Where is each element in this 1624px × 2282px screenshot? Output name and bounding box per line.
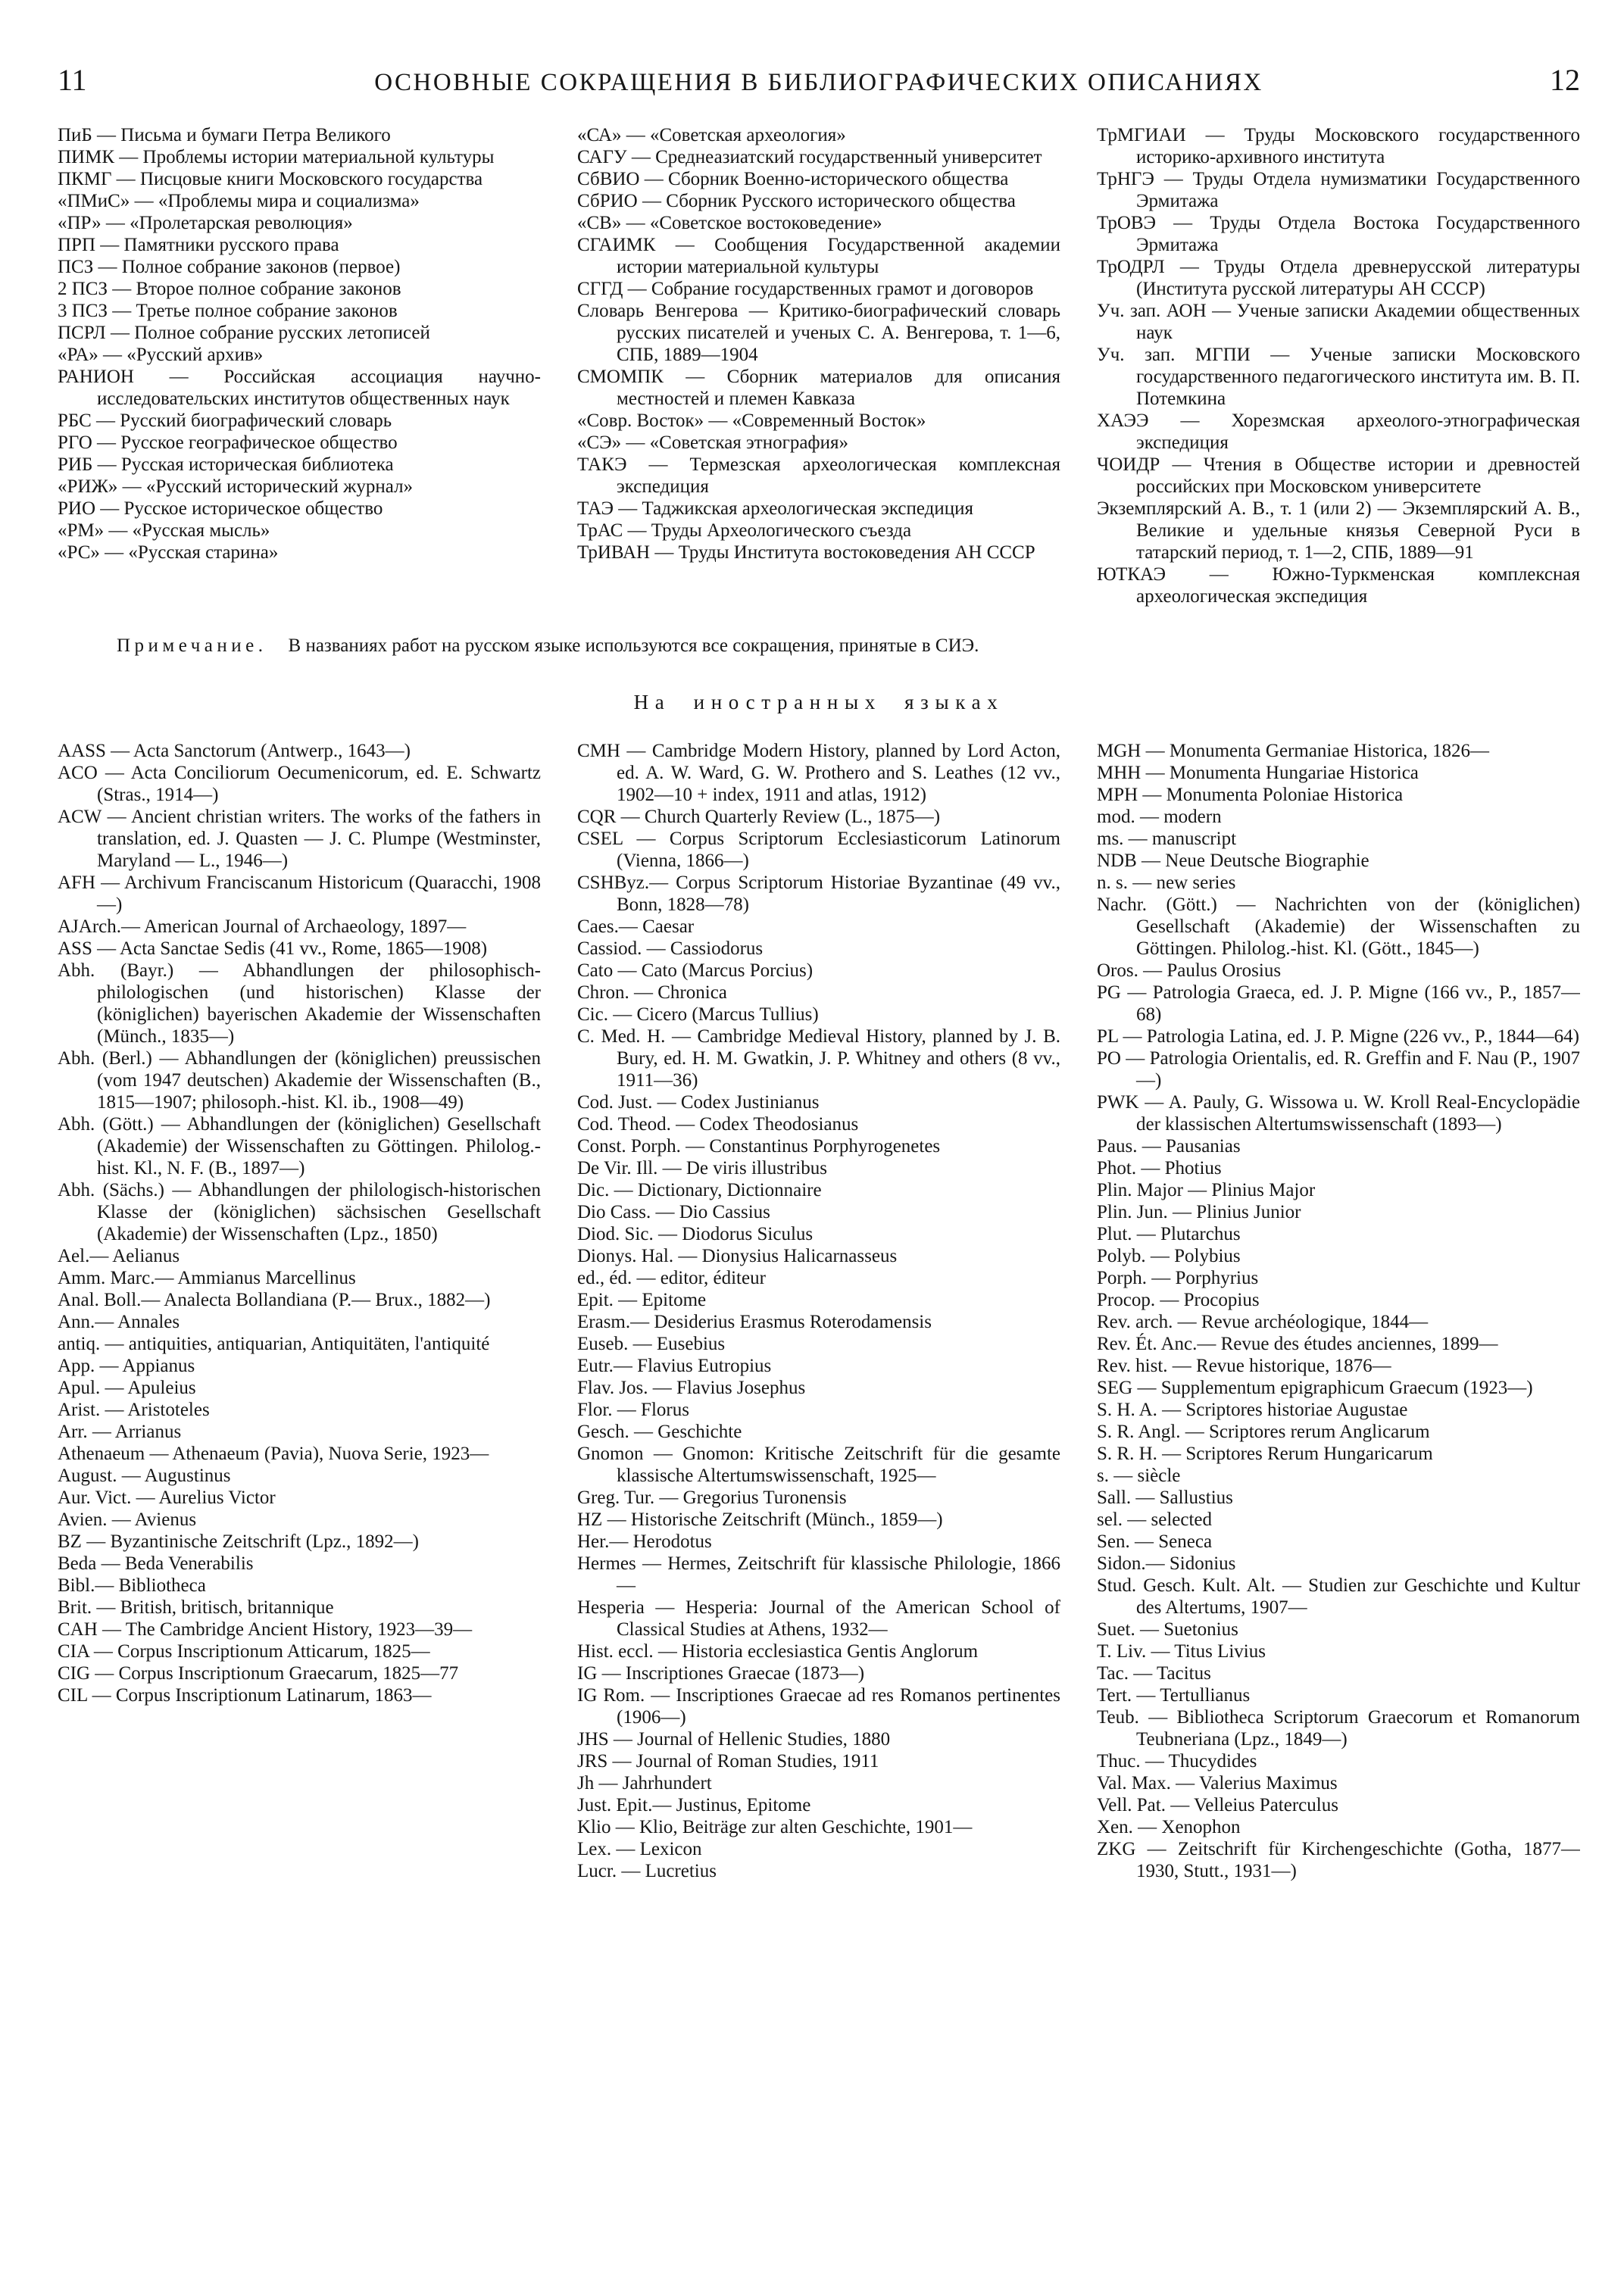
abbreviation-entry: Oros. — Paulus Orosius (1097, 960, 1282, 981)
abbreviation-entry: ed., éd. — editor, éditeur (577, 1268, 766, 1288)
abbreviation-entry: ТрНГЭ — Труды Отдела нумизматики Государственного Эрмитажа (1097, 169, 1580, 211)
russian-abbreviations-column-1 (58, 124, 541, 607)
abbreviation-entry: ТрОВЭ — Труды Отдела Востока Государственного Эрмитажа (1097, 213, 1580, 255)
abbreviation-entry: sel. — selected (1097, 1509, 1213, 1530)
abbreviation-entry: «РМ» — «Русская мысль» (58, 520, 270, 541)
abbreviation-entry: ACW — Ancient christian writers. The works of the fathers in translation, ed. J. Quasten — J. C. Plumpe (Westminster, Maryland — L., 1946—) (58, 807, 541, 871)
abbreviation-entry: ХАЭЭ — Хорезмская археолого-этнографическая экспедиция (1097, 411, 1580, 453)
abbreviation-entry: CQR — Church Quarterly Review (L., 1875—) (577, 807, 941, 827)
abbreviation-entry: Eutr.— Flavius Eutropius (577, 1356, 772, 1376)
abbreviation-entry: Sen. — Seneca (1097, 1531, 1213, 1552)
abbreviation-entry: PG — Patrologia Graeca, ed. J. P. Migne (166 vv., P., 1857—68) (1097, 982, 1580, 1025)
abbreviation-entry: Just. Epit.— Justinus, Epitome (577, 1795, 811, 1815)
russian-abbreviations-column-3 (1097, 124, 1580, 607)
abbreviation-entry: «СВ» — «Советское востоковедение» (577, 213, 882, 233)
abbreviation-entry: «СА» — «Советская археология» (577, 125, 846, 145)
note-text: В названиях работ на русском языке используются все сокращения, принятые в СИЭ. (288, 635, 979, 656)
abbreviation-entry: Val. Max. — Valerius Maximus (1097, 1773, 1338, 1793)
abbreviation-entry: mod. — modern (1097, 807, 1222, 827)
abbreviation-entry: Euseb. — Eusebius (577, 1334, 726, 1354)
abbreviation-entry: App. — Appianus (58, 1356, 195, 1376)
abbreviation-entry: MGH — Monumenta Germaniae Historica, 1826— (1097, 741, 1489, 761)
abbreviation-entry: РГО — Русское географическое общество (58, 432, 398, 453)
abbreviation-entry: «ПР» — «Пролетарская революция» (58, 213, 353, 233)
abbreviation-entry: Ael.— Aelianus (58, 1246, 180, 1266)
abbreviation-entry: Ann.— Annales (58, 1312, 180, 1332)
abbreviation-entry: РИО — Русское историческое общество (58, 498, 383, 519)
abbreviation-entry: Anal. Boll.— Analecta Bollandiana (P.— Brux., 1882—) (58, 1290, 491, 1310)
abbreviation-entry: Teub. — Bibliotheca Scriptorum Graecorum et Romanorum Teubneriana (Lpz., 1849—) (1097, 1707, 1580, 1750)
abbreviation-entry: antiq. — antiquities, antiquarian, Antiquitäten, l'antiquité (58, 1334, 490, 1354)
abbreviation-entry: Vell. Pat. — Velleius Paterculus (1097, 1795, 1338, 1815)
abbreviation-entry: СбВИО — Сборник Военно-исторического общества (577, 169, 1009, 189)
abbreviation-entry: CMH — Cambridge Modern History, planned by Lord Acton, ed. A. W. Ward, G. W. Prothero and S. Leathes (12 vv., 1902—10 + index, 1911 and atlas, 1912) (577, 741, 1060, 805)
abbreviation-entry: РАНИОН — Российская ассоциация научно-исследовательских институтов общественных наук (58, 367, 541, 409)
abbreviation-entry: Nachr. (Gött.) — Nachrichten von der (königlichen) Gesellschaft (Akademie) der Wissenschaften zu Göttingen. Philolog.-hist. Kl. (Gött., 1845—) (1097, 894, 1580, 959)
abbreviation-entry: Plin. Jun. — Plinius Junior (1097, 1202, 1301, 1222)
abbreviation-entry: САГУ — Среднеазиатский государственный университет (577, 147, 1042, 167)
abbreviation-entry: РИБ — Русская историческая библиотека (58, 454, 394, 475)
abbreviation-entry: AJArch.— American Journal of Archaeology, 1897— (58, 916, 467, 937)
abbreviation-entry: Paus. — Pausanias (1097, 1136, 1241, 1157)
abbreviation-entry: Hist. eccl. — Historia ecclesiastica Gentis Anglorum (577, 1641, 979, 1662)
abbreviation-entry: ПиБ — Письма и бумаги Петра Великого (58, 125, 391, 145)
abbreviation-entry: Klio — Klio, Beiträge zur alten Geschichte, 1901— (577, 1817, 973, 1837)
abbreviation-entry: Hermes — Hermes, Zeitschrift für klassische Philologie, 1866— (577, 1553, 1060, 1596)
abbreviation-entry: Epit. — Epitome (577, 1290, 707, 1310)
abbreviation-entry: ТрАС — Труды Археологического съезда (577, 520, 912, 541)
page-header (58, 65, 1580, 95)
abbreviation-entry: Lucr. — Lucretius (577, 1861, 717, 1881)
abbreviation-entry: ТрМГИАИ — Труды Московского государственного историко-архивного института (1097, 125, 1580, 167)
abbreviation-entry: s. — siècle (1097, 1466, 1181, 1486)
abbreviation-entry: РБС — Русский биографический словарь (58, 411, 392, 431)
abbreviation-entry: Rev. arch. — Revue archéologique, 1844— (1097, 1312, 1429, 1332)
abbreviation-entry: Abh. (Sächs.) — Abhandlungen der philologisch-historischen Klasse der (königlichen) sächsischen Gesellschaft (Akademie) der Wissenschaften (Lpz., 1850) (58, 1180, 541, 1244)
abbreviation-entry: Greg. Tur. — Gregorius Turonensis (577, 1488, 847, 1508)
abbreviation-entry: Caes.— Caesar (577, 916, 695, 937)
page-number-right: 12 (1550, 63, 1580, 97)
abbreviation-entry: BZ — Byzantinische Zeitschrift (Lpz., 1892—) (58, 1531, 419, 1552)
abbreviation-entry: PWK — A. Pauly, G. Wissowa u. W. Kroll Real-Encyclopädie der klassischen Altertumswissenschaft (1893—) (1097, 1092, 1580, 1135)
abbreviation-entry: Suet. — Suetonius (1097, 1619, 1238, 1640)
abbreviation-entry: Hesperia — Hesperia: Journal of the American School of Classical Studies at Athens, 1932— (577, 1597, 1060, 1640)
abbreviation-entry: Polyb. — Polybius (1097, 1246, 1241, 1266)
abbreviation-entry: Beda — Beda Venerabilis (58, 1553, 254, 1574)
abbreviation-entry: 2 ПСЗ — Второе полное собрание законов (58, 279, 401, 299)
abbreviation-entry: Уч. зап. АОН — Ученые записки Академии общественных наук (1097, 301, 1580, 343)
abbreviation-entry: ЧОИДР — Чтения в Обществе истории и древностей российских при Московском университете (1097, 454, 1580, 497)
abbreviation-entry: ZKG — Zeitschrift für Kirchengeschichte (Gotha, 1877—1930, Stutt., 1931—) (1097, 1839, 1580, 1881)
abbreviation-entry: Porph. — Porphyrius (1097, 1268, 1259, 1288)
abbreviation-entry: PL — Patrologia Latina, ed. J. P. Migne (226 vv., P., 1844—64) (1097, 1026, 1579, 1047)
abbreviation-entry: Stud. Gesch. Kult. Alt. — Studien zur Geschichte und Kultur des Altertums, 1907— (1097, 1575, 1580, 1618)
abbreviation-entry: СбРИО — Сборник Русского исторического общества (577, 191, 1016, 211)
abbreviation-entry: Rev. Ét. Anc.— Revue des études anciennes, 1899— (1097, 1334, 1498, 1354)
abbreviation-entry: Cato — Cato (Marcus Porcius) (577, 960, 814, 981)
abbreviation-entry: ПКМГ — Писцовые книги Московского государства (58, 169, 483, 189)
foreign-abbreviations-column-1 (58, 740, 541, 1882)
abbreviation-entry: Diod. Sic. — Diodorus Siculus (577, 1224, 814, 1244)
abbreviation-entry: NDB — Neue Deutsche Biographie (1097, 851, 1369, 871)
foreign-abbreviations-column-2 (577, 740, 1060, 1882)
abbreviation-entry: ТАЭ — Таджикская археологическая экспедиция (577, 498, 974, 519)
abbreviation-entry: Rev. hist. — Revue historique, 1876— (1097, 1356, 1391, 1376)
abbreviation-entry: Jh — Jahrhundert (577, 1773, 712, 1793)
abbreviation-entry: Abh. (Bayr.) — Abhandlungen der philosophisch-philologischen (und historischen) Klasse der (königlichen) bayerischen Akademie der Wissenschaften (Münch., 1835—) (58, 960, 541, 1047)
abbreviation-entry: Procop. — Procopius (1097, 1290, 1260, 1310)
foreign-languages-heading: На иностранных языках (633, 691, 1004, 713)
abbreviation-entry: IG — Inscriptiones Graecae (1873—) (577, 1663, 865, 1684)
abbreviation-entry: Phot. — Photius (1097, 1158, 1222, 1178)
abbreviation-entry: CIG — Corpus Inscriptionum Graecarum, 1825—77 (58, 1663, 459, 1684)
abbreviation-entry: PO — Patrologia Orientalis, ed. R. Greffin and F. Nau (P., 1907—) (1097, 1048, 1580, 1091)
abbreviation-entry: «РИЖ» — «Русский исторический журнал» (58, 476, 414, 497)
abbreviation-entry: ASS — Acta Sanctae Sedis (41 vv., Rome, 1865—1908) (58, 938, 488, 959)
abbreviation-entry: AASS — Acta Sanctorum (Antwerp., 1643—) (58, 741, 411, 761)
abbreviation-entry: ms. — manuscript (1097, 829, 1237, 849)
foreign-abbreviations-column-3 (1097, 740, 1580, 1882)
abbreviation-entry: Уч. зап. МГПИ — Ученые записки Московского государственного педагогического института им. В. П. Потемкина (1097, 345, 1580, 409)
abbreviation-entry: S. H. A. — Scriptores historiae Augustae (1097, 1400, 1408, 1420)
abbreviation-entry: «СЭ» — «Советская этнография» (577, 432, 849, 453)
abbreviation-entry: Xen. — Xenophon (1097, 1817, 1241, 1837)
abbreviation-entry: ACO — Acta Conciliorum Oecumenicorum, ed. E. Schwartz (Stras., 1914—) (58, 763, 541, 805)
abbreviation-entry: Cassiod. — Cassiodorus (577, 938, 764, 959)
abbreviation-entry: Arr. — Arrianus (58, 1422, 182, 1442)
note (58, 635, 1580, 657)
abbreviation-entry: n. s. — new series (1097, 873, 1236, 893)
abbreviation-entry: Bibl.— Bibliotheca (58, 1575, 206, 1596)
abbreviation-entry: CAH — The Cambridge Ancient History, 1923—39— (58, 1619, 473, 1640)
abbreviation-entry: Her.— Herodotus (577, 1531, 712, 1552)
abbreviation-entry: Flav. Jos. — Flavius Josephus (577, 1378, 806, 1398)
abbreviation-entry: HZ — Historische Zeitschrift (Münch., 1859—) (577, 1509, 943, 1530)
abbreviation-entry: Aur. Vict. — Aurelius Victor (58, 1488, 276, 1508)
abbreviation-entry: Cic. — Cicero (Marcus Tullius) (577, 1004, 819, 1025)
abbreviation-entry: Brit. — British, britisch, britannique (58, 1597, 334, 1618)
abbreviation-entry: Abh. (Berl.) — Abhandlungen der (königlichen) preussischen (vom 1947 deutschen) Akademie der Wissenschaften (B., 1815—1907; philosoph.-hist. Kl. ib., 1908—49) (58, 1048, 541, 1113)
abbreviation-entry: AFH — Archivum Franciscanum Historicum (Quaracchi, 1908—) (58, 873, 541, 915)
abbreviation-entry: Dic. — Dictionary, Dictionnaire (577, 1180, 822, 1200)
abbreviation-entry: Gesch. — Geschichte (577, 1422, 742, 1442)
abbreviation-entry: «РС» — «Русская старина» (58, 542, 279, 563)
abbreviation-entry: Sidon.— Sidonius (1097, 1553, 1236, 1574)
abbreviation-entry: «Совр. Восток» — «Современный Восток» (577, 411, 926, 431)
abbreviation-entry: August. — Augustinus (58, 1466, 231, 1486)
note-label: Примечание. (117, 635, 267, 656)
abbreviation-entry: CSEL — Corpus Scriptorum Ecclesiasticorum Latinorum (Vienna, 1866—) (577, 829, 1060, 871)
abbreviation-entry: ПСРЛ — Полное собрание русских летописей (58, 323, 430, 343)
abbreviation-entry: Plin. Major — Plinius Major (1097, 1180, 1316, 1200)
russian-abbreviations-section (58, 124, 1580, 607)
abbreviation-entry: JHS — Journal of Hellenic Studies, 1880 (577, 1729, 891, 1750)
abbreviation-entry: Const. Porph. — Constantinus Porphyrogenetes (577, 1136, 941, 1157)
abbreviation-entry: Arist. — Aristoteles (58, 1400, 210, 1420)
page-title: ОСНОВНЫЕ СОКРАЩЕНИЯ В БИБЛИОГРАФИЧЕСКИХ ОПИСАНИЯХ (374, 69, 1263, 96)
abbreviation-entry: Chron. — Chronica (577, 982, 727, 1003)
abbreviation-entry: T. Liv. — Titus Livius (1097, 1641, 1266, 1662)
abbreviation-entry: ТАКЭ — Термезская археологическая комплексная экспедиция (577, 454, 1060, 497)
abbreviation-entry: MPH — Monumenta Poloniae Historica (1097, 785, 1404, 805)
abbreviation-entry: СГГД — Собрание государственных грамот и договоров (577, 279, 1034, 299)
abbreviation-entry: Gnomon — Gnomon: Kritische Zeitschrift für die gesamte klassische Altertumswissenschaft, 1925— (577, 1444, 1060, 1486)
abbreviation-entry: Cod. Just. — Codex Justinianus (577, 1092, 820, 1113)
abbreviation-entry: Dionys. Hal. — Dionysius Halicarnasseus (577, 1246, 898, 1266)
abbreviation-entry: Dio Cass. — Dio Cassius (577, 1202, 770, 1222)
abbreviation-entry: Erasm.— Desiderius Erasmus Roterodamensis (577, 1312, 932, 1332)
abbreviation-entry: C. Med. H. — Cambridge Medieval History, planned by J. B. Bury, ed. H. M. Gwatkin, J. P. Whitney and others (8 vv., 1911—36) (577, 1026, 1060, 1091)
abbreviation-entry: Tert. — Tertullianus (1097, 1685, 1251, 1706)
abbreviation-entry: S. R. Angl. — Scriptores rerum Anglicarum (1097, 1422, 1430, 1442)
abbreviation-entry: Cod. Theod. — Codex Theodosianus (577, 1114, 859, 1135)
abbreviation-entry: SEG — Supplementum epigraphicum Graecum (1923—) (1097, 1378, 1533, 1398)
abbreviation-entry: ПИМК — Проблемы истории материальной культуры (58, 147, 495, 167)
abbreviation-entry: ПРП — Памятники русского права (58, 235, 339, 255)
abbreviation-entry: ЮТКАЭ — Южно-Туркменская комплексная археологическая экспедиция (1097, 564, 1580, 607)
abbreviation-entry: JRS — Journal of Roman Studies, 1911 (577, 1751, 879, 1772)
abbreviation-entry: Экземплярский А. В., т. 1 (или 2) — Экземплярский А. В., Великие и удельные князья Северной Руси в татарский период, т. 1—2, СПБ, 1889—91 (1097, 498, 1580, 563)
abbreviation-entry: Abh. (Gött.) — Abhandlungen der (königlichen) Gesellschaft (Akademie) der Wissenschaften zu Göttingen. Philolog.-hist. Kl., N. F. (B., 1897—) (58, 1114, 541, 1178)
abbreviation-entry: Amm. Marc.— Ammianus Marcellinus (58, 1268, 356, 1288)
abbreviation-entry: Словарь Венгерова — Критико-биографический словарь русских писателей и ученых С. А. Венгерова, т. 1—6, СПБ, 1889—1904 (577, 301, 1060, 365)
abbreviation-entry: S. R. H. — Scriptores Rerum Hungaricarum (1097, 1444, 1433, 1464)
abbreviation-entry: Lex. — Lexicon (577, 1839, 702, 1859)
abbreviation-entry: «РА» — «Русский архив» (58, 345, 264, 365)
abbreviation-entry: ТрОДРЛ — Труды Отдела древнерусской литературы (Института русской литературы АН СССР) (1097, 257, 1580, 299)
abbreviation-entry: Tac. — Tacitus (1097, 1663, 1211, 1684)
russian-abbreviations-column-2 (577, 124, 1060, 607)
page-number-left: 11 (58, 63, 87, 97)
abbreviation-entry: Athenaeum — Athenaeum (Pavia), Nuova Serie, 1923— (58, 1444, 489, 1464)
abbreviation-entry: CSHByz.— Corpus Scriptorum Historiae Byzantinae (49 vv., Bonn, 1828—78) (577, 873, 1060, 915)
abbreviation-entry: De Vir. Ill. — De viris illustribus (577, 1158, 827, 1178)
abbreviation-entry: CIA — Corpus Inscriptionum Atticarum, 1825— (58, 1641, 430, 1662)
abbreviation-entry: ТрИВАН — Труды Института востоковедения АН СССР (577, 542, 1035, 563)
abbreviation-entry: Apul. — Apuleius (58, 1378, 196, 1398)
abbreviation-entry: 3 ПСЗ — Третье полное собрание законов (58, 301, 398, 321)
abbreviation-entry: Avien. — Avienus (58, 1509, 197, 1530)
abbreviation-entry: Flor. — Florus (577, 1400, 689, 1420)
abbreviation-entry: CIL — Corpus Inscriptionum Latinarum, 1863— (58, 1685, 432, 1706)
abbreviation-entry: MHH — Monumenta Hungariae Historica (1097, 763, 1419, 783)
abbreviation-entry: IG Rom. — Inscriptiones Graecae ad res Romanos pertinentes (1906—) (577, 1685, 1060, 1728)
foreign-abbreviations-section (58, 740, 1580, 1882)
abbreviation-entry: ПСЗ — Полное собрание законов (первое) (58, 257, 401, 277)
abbreviation-entry: «ПМиС» — «Проблемы мира и социализма» (58, 191, 420, 211)
abbreviation-entry: Thuc. — Thucydides (1097, 1751, 1257, 1772)
abbreviation-entry: СМОМПК — Сборник материалов для описания местностей и племен Кавказа (577, 367, 1060, 409)
abbreviation-entry: Sall. — Sallustius (1097, 1488, 1233, 1508)
abbreviation-entry: СГАИМК — Сообщения Государственной академии истории материальной культуры (577, 235, 1060, 277)
abbreviation-entry: Plut. — Plutarchus (1097, 1224, 1241, 1244)
